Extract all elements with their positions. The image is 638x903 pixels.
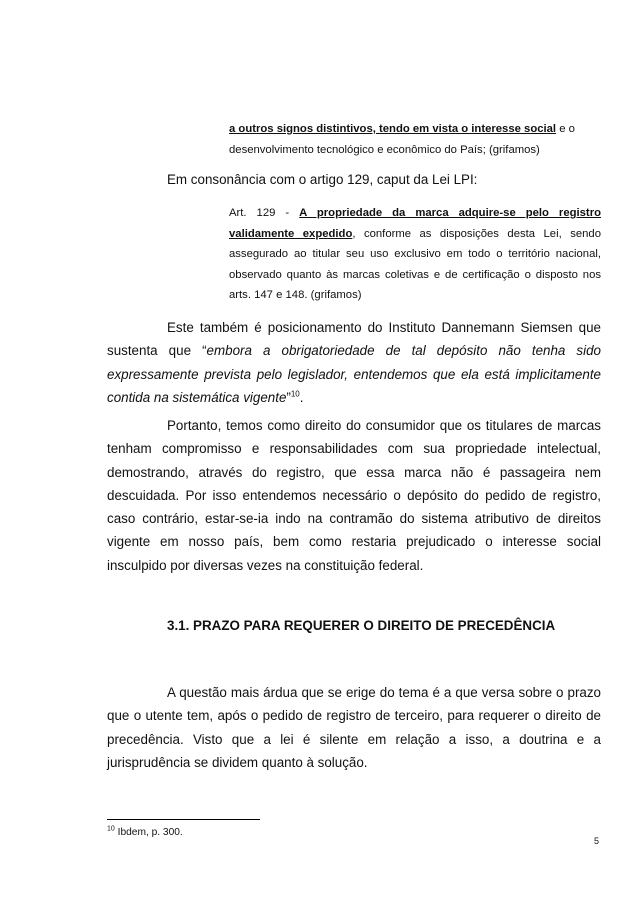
intro-line: Em consonância com o artigo 129, caput da Lei LPI: (167, 172, 478, 187)
footnote-divider (107, 819, 260, 820)
quote-text: desenvolvimento tecnológico e econômico do País; (grifamos) (229, 143, 540, 156)
quote-bold-underlined: a outros signos distintivos, tendo em vista o interesse social (229, 123, 557, 135)
paragraph-questao (107, 681, 601, 774)
footnote-number: 10 (107, 825, 115, 833)
article-bold-underlined: A propriedade da marca adquire-se pelo registro validamente expedido (229, 207, 601, 240)
paragraph-italic-quote: embora a obrigatoriedade de tal depósito não tenha sido expressamente prevista pelo legislador, entendemos que ela está implicitamente contida na sistemática vigente (107, 343, 601, 405)
footnote-reference[interactable]: 10 (290, 389, 300, 399)
paragraph-portanto (107, 414, 601, 577)
section-heading: 3.1. PRAZO PARA REQUERER O DIREITO DE PRECEDÊNCIA (167, 618, 556, 633)
article-rest: , conforme as disposições desta Lei, sendo assegurado ao titular seu uso exclusivo em todo o território nacional, observado quanto às marcas coletivas e de certificação o disposto nos arts. 147 e 148. (grifamos) (229, 227, 601, 301)
paragraph-text: A questão mais árdua que se erige do tema é a que versa sobre o prazo que o utente tem, após o pedido de registro de terceiro, para requerer o direito de precedência. Visto que a lei é silente em relação a isso, a doutrina e a jurisprudência se dividem quanto à solução. (107, 685, 601, 770)
page-number: 5 (594, 836, 600, 846)
quote-text: e o (556, 123, 575, 135)
quote-continuation (229, 119, 601, 160)
paragraph-text: Este também é posicionamento do Instituto Dannemann Siemsen que sustenta que “ (107, 320, 601, 359)
footnote (107, 827, 183, 838)
article-129-quote (229, 203, 601, 306)
paragraph-dannemann: Este também é posicionamento do Instituto Dannemann Siemsen que sustenta que “embora a obrigatoriedade de tal depósito não tenha sido expressamente prevista pelo legislador, entendemos que ela está implicitamente contida na sistemática vigente”$^{10}$. (107, 320, 601, 405)
paragraph-text: Portanto, temos como direito do consumidor que os titulares de marcas tenham compromisso e responsabilidades com sua propriedade intelectual, demostrando, através do registro, que essa marca não é passageira nem descuidada. Por isso entendemos necessário o depósito do pedido de registro, caso contrário, estar-se-ia indo na contramão do sistema atributivo de direitos vigente em nosso país, bem como restaria prejudicado o interesse social insculpido por diversas vezes na constituição federal. (107, 418, 601, 573)
article-prefix: Art. 129 - (229, 207, 300, 219)
footnote-text: Ibdem, p. 300. (114, 827, 183, 838)
